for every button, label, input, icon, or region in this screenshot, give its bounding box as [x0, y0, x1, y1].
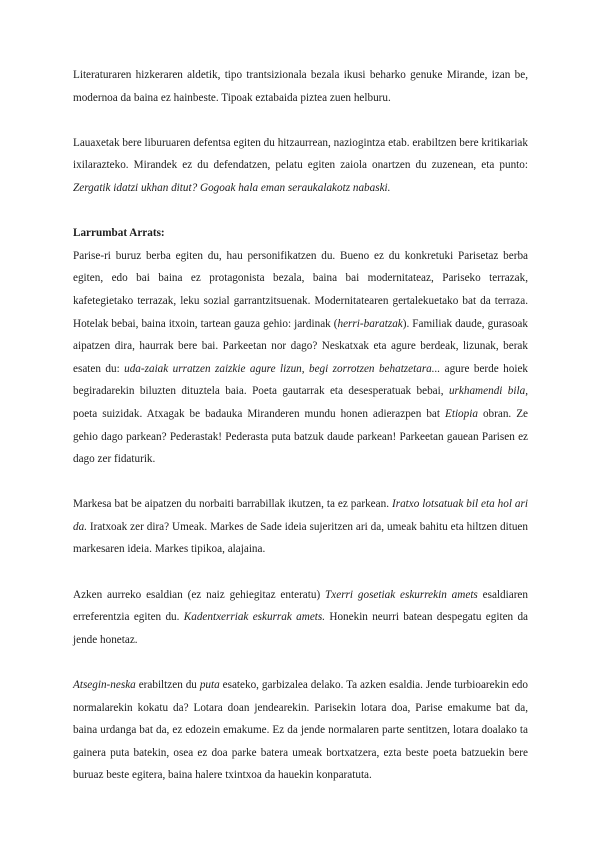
italic-quote: Zergatik idatzi ukhan ditut? Gogoak hala eman seraukalakotz nabaski.	[73, 181, 391, 194]
paragraph-1: Literaturaren hizkeraren aldetik, tipo trantsizionala bezala ikusi beharko genuke Mirande, izan be, modernoa da baina ez hainbeste. Tipoak eztabaida piztea zuen helburu.	[73, 69, 528, 104]
section-paragraph-3: Azken aurreko esaldian (ez naiz gehiegitaz enteratu) Txerri gosetiak eskurrekin amets esaldiaren erreferentzia egiten du. Kadentxerriak eskurrak amets. Honekin neurri batean despegatu egiten da jende honetaz.	[73, 588, 528, 646]
section-paragraph-2: Markesa bat be aipatzen du norbaiti barrabillak ikutzen, ta ez parkean. Iratxo lotsatuak bil eta hol ari da. Iratxoak zer dira? Umeak. Markes de Sade ideia sujeritzen ari da, umeak bahitu eta hiltzen dituen markesaren ideia. Markes tipikoa, alajaina.	[73, 498, 528, 556]
paragraph-2: Lauaxetak bere liburuaren defentsa egiten du hitzaurrean, naziogintza etab. erabiltzen bere kritikariak ixilarazteko. Mirandek ez du defendatzen, pelatu egiten zaiola onartzen du zuzenean, eta punto: Zergatik idatzi ukhan ditut? Gogoak hala eman seraukalakotz nabaski.	[73, 136, 528, 194]
section-paragraph-4: Atsegin-neska erabiltzen du puta esateko, garbizalea delako. Ta azken esaldia. Jende turbioarekin edo normalarekin kokatu da? Lotara doan jendearekin. Parisekin lotara doa, Parise emakume bat da, baina urdanga bat da, ez edozein emakume. Ez da jende normalaren parte sentitzen, lotara doalako ta gainera puta batekin, osea ez doa parke batera umeak bortxatzera, ezta beste poeta batzuekin bere buruaz beste egitera, baina halere txintxoa da hauekin konparatuta.	[73, 679, 528, 782]
section-heading: Larrumbat Arrats:	[73, 227, 165, 240]
section-paragraph-1: Parise-ri buruz berba egiten du, hau personifikatzen du. Bueno ez du konkretuki Parisetaz berba egiten, edo bai baina ez protagonista bezala, baina bai modernitateaz, Pariseko terrazak, kafetegietako terrazak, leku sozial garrantzitsuenak. Modernitatearen gertalekuetako bat da terraza. Hotelak bebai, baina itxoin, tartean gauza gehio: jardinak (herri-baratzak). Familiak daude, gurasoak aipatzen dira, haurrak bere bai. Parkeetan nor dago? Neskatxak eta agure berdeak, lizunak, berak esaten du: uda-zaiak urratzen zaizkie agure lizun, begi zorrotzen behatzetara... agure berde hoiek begiradarekin biluzten dituztela baia. Poeta gautarrak eta desesperatuak bebai, urkhamendi bila, poeta suizidak. Atxagak be badauka Miranderen mundu honen adierazpen bat Etiopia obran. Ze gehio dago parkean? Pederastak! Pederasta puta batzuk daude parkean! Parkeetan gauean Parisen ez dago zer fidaturik.	[73, 249, 529, 466]
document-page	[73, 64, 528, 787]
